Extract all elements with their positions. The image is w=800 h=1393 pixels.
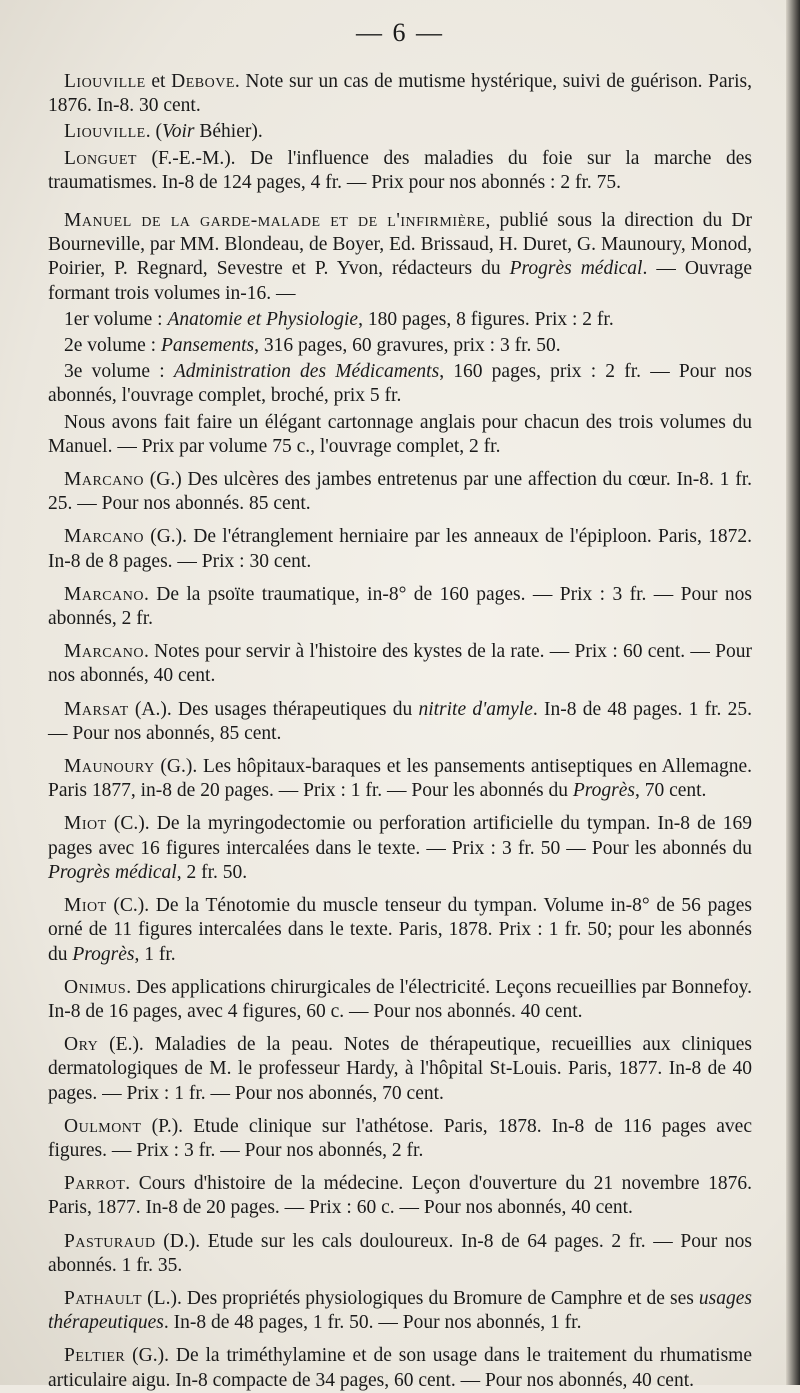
entry-text: . Notes pour servir à l'histoire des kystes de la rate. — Prix : 60 cent. — Pour nos abonnés, 40 cent. <box>48 641 752 687</box>
entry-text: . Cours d'histoire de la médecine. Leçon d'ouverture du 21 novembre 1876. Paris, 1877. In-8 de 20 pages. — Prix : 60 c. — Pour nos abonnés, 40 cent. <box>48 1173 752 1219</box>
list-item <box>48 334 752 358</box>
author-name: Marcano <box>64 469 144 491</box>
entry-text: (C.). De la Ténotomie du muscle tenseur du tympan. Volume in-8° de 56 pages orné de 11 figures intercalées dans le texte. Paris, 1878. Prix : 1 fr. 50; pour les abonnés du <box>48 895 752 965</box>
list-item <box>48 70 752 118</box>
entry-text: , 316 pages, 60 gravures, prix : 3 fr. 50. <box>254 335 561 357</box>
italic-title: Progrès médical <box>48 861 177 883</box>
list-item <box>48 411 752 459</box>
author-name: Marsat <box>64 698 129 720</box>
entry-text: . ( <box>145 121 162 143</box>
author-name: Parrot <box>64 1173 126 1195</box>
list-item <box>48 583 752 631</box>
italic-title: nitrite d'amyle <box>418 698 533 720</box>
entry-text: (A.). Des usages thérapeutiques du <box>128 698 419 720</box>
list-item <box>48 1115 752 1163</box>
entry-text: (L.). Des propriétés physiologiques du Bromure de Camphre et de ses <box>142 1287 699 1309</box>
entry-text: . In-8 de 48 pages. 1 fr. 25. — Pour nos abonnés, 85 cent. <box>48 698 752 744</box>
author-name: Longuet <box>64 147 137 169</box>
list-item <box>48 1230 752 1278</box>
entry-text: 2e volume : <box>64 335 161 357</box>
author-name: Peltier <box>64 1345 126 1367</box>
entry-text: (G.). Les hôpitaux-baraques et les pansements antiseptiques en Allemagne. Paris 1877, in-8 de 20 pages. — Prix : 1 fr. — Pour les abonnés du <box>48 756 752 802</box>
entry-text: , 1 fr. <box>134 943 176 965</box>
entry-text: . Note sur un cas de mutisme hystérique, suivi de guérison. Paris, 1876. In-8. 30 cent. <box>48 71 752 117</box>
entry-text: (D.). Etude sur les cals douloureux. In-8 de 64 pages. 2 fr. — Pour nos abonnés. 1 fr. 35. <box>48 1230 752 1276</box>
italic-title: Progrès <box>72 943 135 965</box>
entry-text: (G.). De la triméthylamine et de son usage dans le traitement du rhumatisme articulaire aigu. In-8 compacte de 34 pages, 60 cent. — Pour nos abonnés, 40 cent. <box>48 1345 752 1391</box>
entry-text: 3e volume : <box>64 361 174 383</box>
entry-text: , publié sous la direction du Dr Bourneville, par MM. Blondeau, de Boyer, Ed. Brissaud, H. Duret, G. Maunoury, Monod, Poirier, P. Regnard, Sevestre et P. Yvon, rédacteurs du <box>48 210 753 280</box>
author-name: Pasturaud <box>64 1230 156 1252</box>
author-name: Ory <box>64 1034 99 1056</box>
italic-title: Progrès <box>572 780 635 802</box>
entry-text: , 180 pages, 8 figures. Prix : 2 fr. <box>358 308 614 330</box>
list-item <box>48 1344 752 1392</box>
list-item <box>48 1033 752 1106</box>
entry-text: . — Ouvrage formant trois volumes in-16. — <box>48 258 753 304</box>
entry-text: , 2 fr. 50. <box>176 861 248 883</box>
book-gutter-shadow <box>786 0 800 1385</box>
author-name: Debove <box>171 71 235 92</box>
italic-title: Progrès médical <box>509 258 643 280</box>
entry-text: (F.-E.-M.). De l'influence des maladies du foie sur la marche des traumatismes. In-8 de 124 pages, 4 fr. — Prix pour nos abonnés : 2 fr. 75. <box>48 147 752 193</box>
list-item <box>48 812 752 885</box>
list-item <box>48 525 752 573</box>
author-name: Liouville <box>64 71 146 92</box>
list-item <box>48 468 752 516</box>
list-item <box>48 147 752 195</box>
entry-text: 1er volume : <box>64 308 168 330</box>
list-item <box>48 1287 752 1335</box>
author-name: Oulmont <box>64 1115 142 1137</box>
italic-title: Anatomie et Physiologie <box>167 308 359 330</box>
entry-text: Béhier). <box>194 121 263 143</box>
list-item <box>48 698 752 746</box>
italic-title: Administration des Médicaments <box>173 361 440 383</box>
entry-text: et <box>145 71 172 92</box>
list-item <box>48 209 752 306</box>
entry-text: , 160 pages, prix : 2 fr. — Pour nos abonnés, l'ouvrage complet, broché, prix 5 fr. <box>48 361 752 407</box>
list-item <box>48 360 752 408</box>
author-name: Marcano <box>64 583 144 605</box>
entry-text: Nous avons fait faire un élégant cartonnage anglais pour chacun des trois volumes du Manuel. — Prix par volume 75 c., l'ouvrage complet, 2 fr. <box>48 411 752 457</box>
list-item <box>48 640 752 688</box>
italic-title: Voir <box>161 121 195 143</box>
entry-text: (G.). De l'étranglement herniaire par les anneaux de l'épiploon. Paris, 1872. In-8 de 8 pages. — Prix : 30 cent. <box>48 526 752 572</box>
list-item <box>48 894 752 967</box>
author-name: Manuel de la garde-malade et de l'infirmière <box>64 210 486 232</box>
entry-text: (C.). De la myringodectomie ou perforation artificielle du tympan. In-8 de 169 pages avec 16 figures intercalées dans le texte. — Prix : 3 fr. 50 — Pour les abonnés du <box>48 813 752 859</box>
entry-text: (P.). Etude clinique sur l'athétose. Paris, 1878. In-8 de 116 pages avec figures. — Prix : 3 fr. — Pour nos abonnés, 2 fr. <box>48 1115 752 1161</box>
author-name: Onimus <box>64 976 127 998</box>
list-item <box>48 308 752 332</box>
author-name: Miot <box>64 813 107 835</box>
italic-title: usages thérapeutiques <box>48 1287 752 1334</box>
author-name: Liouville <box>64 121 146 143</box>
entry-text: (G.) Des ulcères des jambes entretenus par une affection du cœur. In-8. 1 fr. 25. — Pour nos abonnés. 85 cent. <box>48 469 752 515</box>
italic-title: Pansements <box>160 335 255 357</box>
entry-text: , 70 cent. <box>634 780 707 802</box>
author-name: Marcano <box>64 526 144 548</box>
list-item <box>48 755 752 803</box>
author-name: Maunoury <box>64 756 155 778</box>
list-item <box>48 976 752 1024</box>
entry-text: . De la psoïte traumatique, in-8° de 160 pages. — Prix : 3 fr. — Pour nos abonnés, 2 fr. <box>48 583 752 630</box>
list-item <box>48 120 752 144</box>
author-name: Miot <box>64 895 107 917</box>
author-name: Marcano <box>64 641 144 663</box>
list-item <box>48 1172 752 1220</box>
entry-text: . In-8 de 48 pages, 1 fr. 50. — Pour nos abonnés, 1 fr. <box>163 1312 582 1334</box>
entry-text: . Des applications chirurgicales de l'électricité. Leçons recueillies par Bonnefoy. In-8 de 16 pages, avec 4 figures, 60 c. — Pour nos abonnés. 40 cent. <box>48 976 752 1022</box>
entry-text: (E.). Maladies de la peau. Notes de thérapeutique, recueillies aux cliniques dermatologiques de M. le professeur Hardy, à l'hôpital St-Louis. Paris, 1877. In-8 de 40 pages. — Prix : 1 fr. — Pour nos abonnés, 70 cent. <box>48 1034 752 1104</box>
author-name: Pathault <box>64 1287 143 1309</box>
page-number: — 6 — <box>356 18 444 47</box>
